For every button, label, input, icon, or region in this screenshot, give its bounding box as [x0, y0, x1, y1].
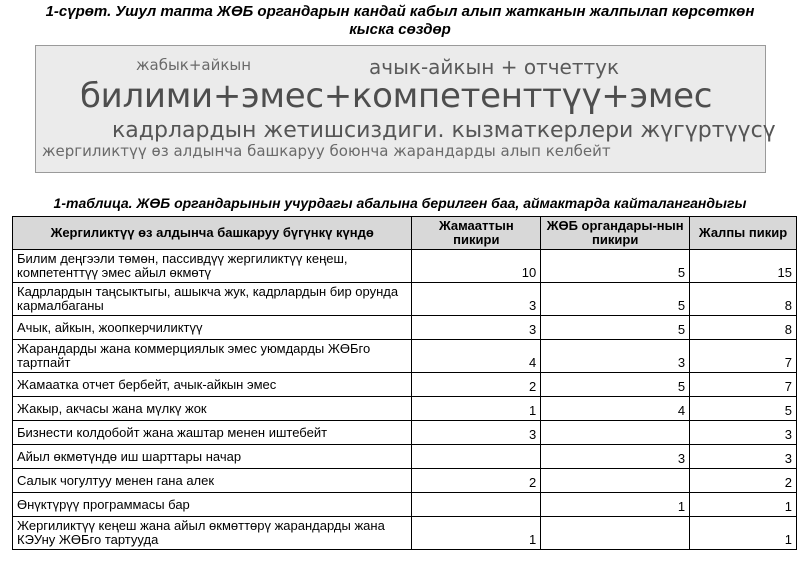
table-row — [13, 316, 797, 340]
row-label: Айыл өкмөтүндө иш шарттары начар — [13, 445, 412, 469]
table-row — [13, 517, 797, 550]
row-label: Өнүктүрүү программасы бар — [13, 493, 412, 517]
table-row — [13, 340, 797, 373]
table-header-row — [13, 217, 797, 250]
lsg-value: 5 — [541, 373, 690, 397]
table-caption: 1-таблица. ЖӨБ органдарынын учурдагы абалына берилген баа, аймактарда кайталангандыгы — [53, 195, 747, 211]
total-value: 3 — [690, 445, 797, 469]
word-cloud-phrase: жабык+айкын — [136, 56, 252, 74]
table-row — [13, 373, 797, 397]
community-value: 2 — [412, 469, 541, 493]
row-label: Бизнести колдобойт жана жаштар менен иштебейт — [13, 421, 412, 445]
community-value: 3 — [412, 316, 541, 340]
figure-caption — [0, 3, 800, 39]
total-value: 8 — [690, 283, 797, 316]
word-cloud-phrase: ачык-айкын + отчеттук — [369, 55, 620, 79]
word-cloud-phrase: жергиликтүү өз алдынча башкаруу боюнча жарандарды алып келбейт — [42, 142, 611, 160]
lsg-value: 3 — [541, 340, 690, 373]
community-value: 10 — [412, 250, 541, 283]
figure-caption-line2: кыска сөздөр — [349, 21, 451, 38]
community-value: 1 — [412, 517, 541, 550]
lsg-value: 1 — [541, 493, 690, 517]
total-value: 2 — [690, 469, 797, 493]
total-value: 7 — [690, 340, 797, 373]
row-label: Жергиликтүү кеңеш жана айыл өкмөттөрү жарандарды жана КЭУну ЖӨБго тартууда — [13, 517, 412, 550]
community-value: 4 — [412, 340, 541, 373]
header-lsg-opinion: ЖӨБ органдары-нын пикири — [541, 217, 690, 250]
row-label: Жамаатка отчет бербейт, ачык-айкын эмес — [13, 373, 412, 397]
row-label: Ачык, айкын, жоопкерчиликтүү — [13, 316, 412, 340]
total-value: 5 — [690, 397, 797, 421]
table-row — [13, 250, 797, 283]
community-value — [412, 445, 541, 469]
community-value: 3 — [412, 283, 541, 316]
community-value: 2 — [412, 373, 541, 397]
figure-caption-line1: 1-сүрөт. Ушул тапта ЖӨБ органдарын кандай кабыл алып жатканын жалпылап көрсөткөн — [45, 3, 755, 20]
table-row — [13, 421, 797, 445]
row-label: Кадрлардын таңсыктыгы, ашыкча жук, кадрлардын бир орунда кармалбаганы — [13, 283, 412, 316]
total-value: 3 — [690, 421, 797, 445]
total-value: 7 — [690, 373, 797, 397]
table-row — [13, 493, 797, 517]
row-label: Жарандарды жана коммерциялык эмес уюмдарды ЖӨБго тартпайт — [13, 340, 412, 373]
lsg-value — [541, 517, 690, 550]
table-row — [13, 445, 797, 469]
total-value: 1 — [690, 517, 797, 550]
table-row — [13, 283, 797, 316]
total-value: 15 — [690, 250, 797, 283]
community-value: 3 — [412, 421, 541, 445]
lsg-value: 5 — [541, 316, 690, 340]
header-assessment: Жергиликтүү өз алдынча башкаруу бүгүнкү күндө — [13, 217, 412, 250]
lsg-value: 5 — [541, 250, 690, 283]
total-value: 1 — [690, 493, 797, 517]
total-value: 8 — [690, 316, 797, 340]
lsg-value: 3 — [541, 445, 690, 469]
word-cloud — [35, 45, 776, 173]
row-label: Билим деңгээли төмөн, пассивдүү жергиликтүү кеңеш, компетенттүү эмес айыл өкмөтү — [13, 250, 412, 283]
lsg-value — [541, 469, 690, 493]
assessment-table — [12, 216, 797, 550]
word-cloud-phrase: билими+эмес+компетенттүү+эмес — [80, 76, 713, 116]
lsg-value: 5 — [541, 283, 690, 316]
word-cloud-phrase: кадрлардын жетишсиздиги. кызматкерлери жүгүртүүсү — [112, 118, 776, 143]
header-total-opinion: Жалпы пикир — [690, 217, 797, 250]
community-value: 1 — [412, 397, 541, 421]
lsg-value — [541, 421, 690, 445]
row-label: Жакыр, акчасы жана мүлкү жок — [13, 397, 412, 421]
lsg-value: 4 — [541, 397, 690, 421]
community-value — [412, 493, 541, 517]
table-row — [13, 397, 797, 421]
header-community-opinion: Жамааттын пикири — [412, 217, 541, 250]
table-row — [13, 469, 797, 493]
row-label: Салык чогултуу менен гана алек — [13, 469, 412, 493]
